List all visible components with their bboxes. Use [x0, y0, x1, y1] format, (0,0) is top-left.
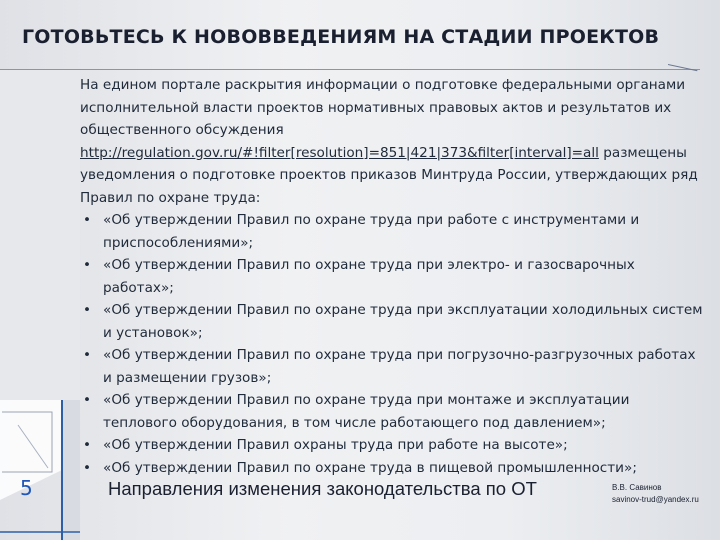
list-item	[80, 299, 705, 344]
list-item-text: «Об утверждении Правил по охране труда при эксплуатации холодильных систем и установок»;	[103, 302, 703, 341]
intro-before-link: На едином портале раскрытия информации о подготовке федеральными органами исполнительной власти проектов нормативных правовых актов и результатов их общественного обсуждения	[80, 77, 686, 138]
list-item-text: «Об утверждении Правил по охране труда при электро- и газосварочных работах»;	[103, 257, 635, 296]
bullet-icon: •	[83, 437, 92, 453]
left-decoration	[0, 70, 80, 540]
list-item	[80, 344, 705, 389]
list-item	[80, 389, 705, 434]
list-item-text: «Об утверждении Правил по охране труда в пищевой промышленности»;	[103, 459, 637, 476]
bullet-icon: •	[83, 347, 92, 363]
author-name: В.В. Савинов	[612, 483, 662, 492]
title-underline	[0, 69, 700, 70]
list-item	[80, 457, 705, 480]
slide-title: ГОТОВЬТЕСЬ К НОВОВВЕДЕНИЯМ НА СТАДИИ ПРОЕКТОВ	[22, 26, 660, 48]
list-item-text: «Об утверждении Правил по охране труда при монтаже и эксплуатации теплового оборудования, в том числе работающего под давлением»;	[103, 392, 630, 431]
intro-after-link: размещены уведомления о подготовке проектов приказов Минтруда России, утверждающих ряд Правил по охране труда:	[80, 144, 698, 206]
bullet-icon: •	[83, 257, 92, 273]
bullet-icon: •	[83, 392, 92, 408]
list-item	[80, 209, 705, 254]
list-item-text: «Об утверждении Правил охраны труда при работе на высоте»;	[103, 437, 568, 453]
regulation-portal-link[interactable]: http://regulation.gov.ru/#!filter[resolution]=851|421|373&filter[interval]=all	[80, 144, 599, 161]
bullet-icon: •	[83, 212, 92, 228]
list-item-text: «Об утверждении Правил по охране труда при работе с инструментами и приспособлениями»;	[103, 212, 640, 251]
footer-title: Направления изменения законодательства по ОТ	[108, 478, 537, 499]
author-email: savinov-trud@yandex.ru	[612, 495, 699, 504]
list-item	[80, 254, 705, 299]
rules-list	[80, 209, 705, 479]
bullet-icon: •	[83, 459, 92, 476]
bullet-icon: •	[83, 302, 92, 318]
footer-author	[612, 482, 699, 506]
slide-body	[80, 74, 705, 479]
list-item-text: «Об утверждении Правил по охране труда при погрузочно-разгрузочных работах и размещении грузов»;	[103, 347, 696, 386]
intro-text	[80, 74, 705, 209]
list-item	[80, 434, 705, 457]
page-number: 5	[20, 476, 33, 500]
